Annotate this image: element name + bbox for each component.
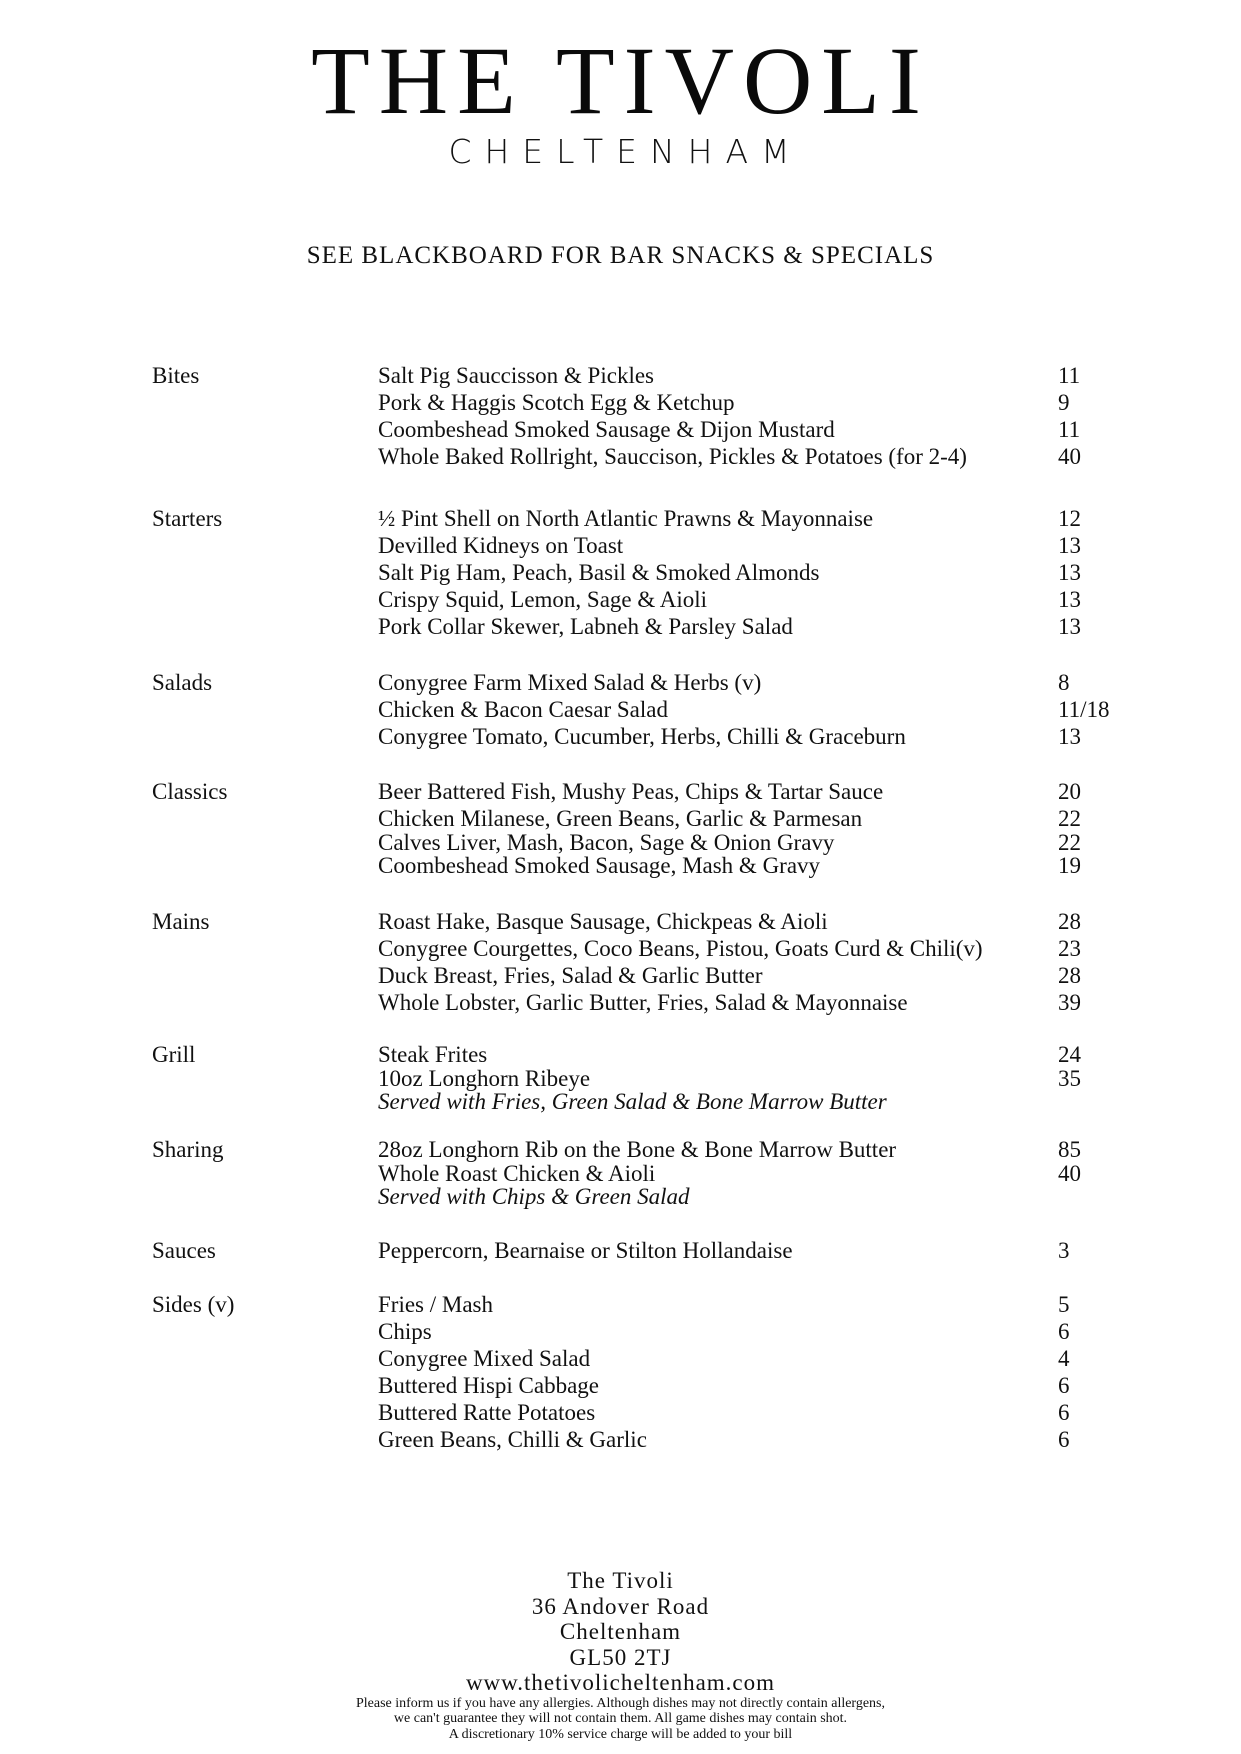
- dish-price: 19: [1058, 853, 1081, 878]
- footer-town: Cheltenham: [559, 1619, 682, 1644]
- dish-name: Coombeshead Smoked Sausage, Mash & Gravy: [378, 853, 821, 878]
- dish-name: Salt Pig Sauccisson & Pickles: [378, 363, 654, 388]
- dish-name: Duck Breast, Fries, Salad & Garlic Butter: [378, 963, 763, 988]
- menu-item: [378, 1318, 1158, 1345]
- dish-price: 6: [1058, 1400, 1070, 1425]
- dish-price: 28: [1058, 963, 1081, 988]
- section-category: Mains: [152, 909, 210, 934]
- dish-price: 11/18: [1058, 697, 1110, 722]
- menu-item: [378, 389, 1158, 416]
- menu-items: [378, 362, 1158, 470]
- section-category: Starters: [152, 506, 223, 531]
- menu-item: [378, 586, 1158, 613]
- menu-item: [378, 559, 1158, 586]
- dish-name: Buttered Hispi Cabbage: [378, 1373, 600, 1398]
- menu-item: [378, 852, 1158, 879]
- dish-price: 39: [1058, 990, 1081, 1015]
- menu-item: [378, 1426, 1158, 1453]
- allergy-notice-line2: we can't guarantee they will not contain them. All game dishes may contain shot.: [393, 1711, 848, 1726]
- footer-website[interactable]: www.thetivolicheltenham.com: [465, 1670, 776, 1695]
- dish-price: 28: [1058, 909, 1081, 934]
- dish-price: 4: [1058, 1346, 1070, 1371]
- menu-item: [378, 1041, 1158, 1065]
- menu-item: [378, 613, 1158, 640]
- service-charge-notice: A discretionary 10% service charge will be added to your bill: [448, 1726, 793, 1742]
- menu-item: [378, 416, 1158, 443]
- restaurant-title: THE TIVOLI: [311, 27, 930, 134]
- serving-note: Served with Chips & Green Salad: [378, 1184, 690, 1209]
- menu-items: [378, 1136, 1158, 1210]
- dish-price: 9: [1058, 390, 1070, 415]
- menu-item: [378, 1160, 1158, 1184]
- menu-item: [378, 962, 1158, 989]
- dish-price: 23: [1058, 936, 1081, 961]
- dish-name: Steak Frites: [378, 1042, 488, 1067]
- dish-price: 13: [1058, 533, 1081, 558]
- dish-name: Chicken Milanese, Green Beans, Garlic & Parmesan: [378, 806, 863, 831]
- menu-item: [378, 1291, 1158, 1318]
- section-note: [378, 1088, 1158, 1115]
- section-note: [378, 1183, 1158, 1210]
- dish-price: 85: [1058, 1137, 1081, 1162]
- dish-price: 6: [1058, 1427, 1070, 1452]
- menu-item: [378, 778, 1158, 805]
- footer-postcode: GL50 2TJ: [569, 1644, 672, 1670]
- dish-price: 11: [1058, 363, 1081, 388]
- menu-items: [378, 1237, 1158, 1264]
- footer-name: The Tivoli: [567, 1568, 674, 1593]
- menu-items: [378, 1041, 1158, 1115]
- dish-price: 8: [1058, 670, 1070, 695]
- section-category: Classics: [152, 779, 228, 804]
- dish-name: Calves Liver, Mash, Bacon, Sage & Onion Gravy: [378, 829, 835, 855]
- section-category: Sides (v): [152, 1292, 235, 1317]
- menu-items: [378, 669, 1158, 750]
- menu-items: [378, 1291, 1158, 1453]
- menu-item: [378, 505, 1158, 532]
- dish-price: 40: [1058, 444, 1081, 469]
- dish-name: Buttered Ratte Potatoes: [378, 1400, 596, 1425]
- dish-name: 28oz Longhorn Rib on the Bone & Bone Marrow Butter: [378, 1137, 897, 1162]
- footer-street: 36 Andover Road: [531, 1593, 710, 1619]
- dish-name: Devilled Kidneys on Toast: [378, 533, 624, 558]
- dish-name: Roast Hake, Basque Sausage, Chickpeas & Aioli: [378, 909, 828, 934]
- dish-price: 20: [1058, 779, 1081, 804]
- footer: [0, 1568, 1241, 1742]
- dish-price: 22: [1058, 829, 1081, 855]
- dish-name: Conygree Courgettes, Coco Beans, Pistou, Goats Curd & Chili(v): [378, 936, 983, 961]
- restaurant-location: CHELTENHAM: [448, 132, 803, 171]
- menu-item: [378, 829, 1158, 853]
- dish-price: 6: [1058, 1373, 1070, 1398]
- section-category: Sauces: [152, 1238, 216, 1263]
- dish-price: 35: [1058, 1065, 1081, 1091]
- menu-item: [378, 1372, 1158, 1399]
- menu-item: [378, 935, 1158, 962]
- dish-name: Green Beans, Chilli & Garlic: [378, 1427, 647, 1452]
- dish-price: 6: [1058, 1319, 1070, 1344]
- dish-name: Peppercorn, Bearnaise or Stilton Hollandaise: [378, 1238, 793, 1263]
- dish-name: Pork Collar Skewer, Labneh & Parsley Salad: [378, 614, 793, 639]
- menu-item: [378, 1065, 1158, 1089]
- serving-note: Served with Fries, Green Salad & Bone Marrow Butter: [378, 1089, 887, 1114]
- dish-price: 24: [1058, 1042, 1081, 1067]
- section-category: Grill: [152, 1042, 196, 1067]
- menu-items: [378, 908, 1158, 1016]
- menu-item: [378, 1136, 1158, 1160]
- dish-name: Crispy Squid, Lemon, Sage & Aioli: [378, 587, 708, 612]
- menu-items: [378, 505, 1158, 640]
- menu-item: [378, 908, 1158, 935]
- menu-item: [378, 1237, 1158, 1264]
- dish-price: 13: [1058, 587, 1081, 612]
- blackboard-notice: SEE BLACKBOARD FOR BAR SNACKS & SPECIALS: [306, 242, 935, 269]
- dish-name: Whole Baked Rollright, Sauccison, Pickles & Potatoes (for 2-4): [378, 444, 967, 469]
- dish-name: ½ Pint Shell on North Atlantic Prawns & Mayonnaise: [378, 506, 874, 531]
- dish-name: Coombeshead Smoked Sausage & Dijon Mustard: [378, 417, 835, 442]
- menu-item: [378, 669, 1158, 696]
- dish-name: Conygree Tomato, Cucumber, Herbs, Chilli & Graceburn: [378, 724, 906, 749]
- allergy-notice-line1: Please inform us if you have any allergies. Although dishes may not directly contain allergens,: [355, 1695, 886, 1711]
- dish-name: Fries / Mash: [378, 1292, 493, 1317]
- menu-item: [378, 362, 1158, 389]
- section-category: Sharing: [152, 1137, 224, 1162]
- dish-price: 13: [1058, 724, 1081, 749]
- dish-price: 11: [1058, 417, 1081, 442]
- menu-item: [378, 1399, 1158, 1426]
- dish-price: 40: [1058, 1160, 1081, 1186]
- dish-name: Whole Lobster, Garlic Butter, Fries, Salad & Mayonnaise: [378, 990, 908, 1015]
- section-category: Bites: [152, 363, 200, 388]
- dish-price: 13: [1058, 560, 1081, 585]
- menu-item: [378, 696, 1158, 723]
- menu-item: [378, 443, 1158, 470]
- dish-name: 10oz Longhorn Ribeye: [378, 1065, 591, 1091]
- dish-price: 13: [1058, 614, 1081, 639]
- menu-item: [378, 805, 1158, 829]
- menu-item: [378, 532, 1158, 559]
- dish-name: Pork & Haggis Scotch Egg & Ketchup: [378, 390, 735, 415]
- dish-name: Whole Roast Chicken & Aioli: [378, 1160, 656, 1186]
- dish-name: Conygree Farm Mixed Salad & Herbs (v): [378, 670, 762, 695]
- dish-price: 12: [1058, 506, 1081, 531]
- dish-name: Salt Pig Ham, Peach, Basil & Smoked Almonds: [378, 560, 820, 585]
- dish-price: 3: [1058, 1238, 1070, 1263]
- dish-name: Beer Battered Fish, Mushy Peas, Chips & Tartar Sauce: [378, 779, 884, 804]
- section-category: Salads: [152, 670, 213, 695]
- menu-items: [378, 778, 1158, 879]
- dish-price: 5: [1058, 1292, 1070, 1317]
- dish-price: 22: [1058, 806, 1081, 831]
- menu-item: [378, 989, 1158, 1016]
- dish-name: Chicken & Bacon Caesar Salad: [378, 697, 668, 722]
- menu-item: [378, 723, 1158, 750]
- dish-name: Chips: [378, 1319, 432, 1344]
- menu-item: [378, 1345, 1158, 1372]
- dish-name: Conygree Mixed Salad: [378, 1346, 591, 1371]
